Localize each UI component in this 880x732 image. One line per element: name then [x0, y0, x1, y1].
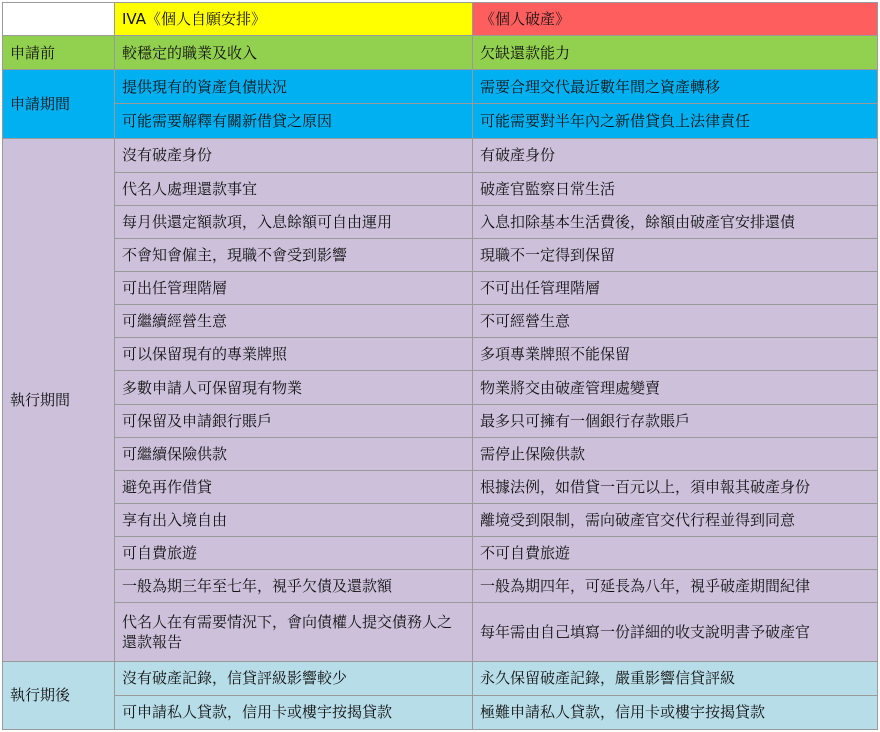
table-row — [3, 205, 878, 238]
iva-cell: 可保留及申請銀行賬戶 — [115, 404, 473, 437]
bankruptcy-cell: 破產官監察日常生活 — [473, 172, 878, 205]
table-row — [3, 404, 878, 437]
bankruptcy-cell: 欠缺還款能力 — [473, 36, 878, 70]
iva-cell: 可申請私人貸款，信用卡或樓宇按揭貸款 — [115, 695, 473, 729]
section-label-execution: 執行期間 — [3, 138, 115, 661]
table-row — [3, 238, 878, 271]
bankruptcy-cell: 多項專業牌照不能保留 — [473, 338, 878, 371]
table-row — [3, 272, 878, 305]
table-row — [3, 695, 878, 729]
bankruptcy-cell: 根據法例，如借貸一百元以上，須申報其破產身份 — [473, 470, 878, 503]
table-row — [3, 70, 878, 104]
iva-cell: 可繼續經營生意 — [115, 305, 473, 338]
header-iva: IVA《個人自願安排》 — [115, 3, 473, 36]
section-label-before: 申請前 — [3, 36, 115, 70]
table-row — [3, 537, 878, 570]
bankruptcy-cell: 物業將交由破產管理處變賣 — [473, 371, 878, 404]
iva-cell: 多數申請人可保留現有物業 — [115, 371, 473, 404]
iva-cell: 可出任管理階層 — [115, 272, 473, 305]
table-row — [3, 172, 878, 205]
table-row — [3, 36, 878, 70]
iva-cell: 代名人在有需要情況下，會向債權人提交債務人之還款報告 — [115, 603, 473, 661]
table-row — [3, 661, 878, 695]
iva-cell: 可自費旅遊 — [115, 537, 473, 570]
section-label-after: 執行期後 — [3, 661, 115, 729]
bankruptcy-cell: 現職不一定得到保留 — [473, 238, 878, 271]
bankruptcy-cell: 有破產身份 — [473, 138, 878, 172]
bankruptcy-cell: 極難申請私人貸款，信用卡或樓宇按揭貸款 — [473, 695, 878, 729]
iva-cell: 每月供還定額款項，入息餘額可自由運用 — [115, 205, 473, 238]
iva-cell: 不會知會僱主，現職不會受到影響 — [115, 238, 473, 271]
header-row — [3, 3, 878, 36]
bankruptcy-cell: 一般為期四年，可延長為八年，視乎破產期間紀律 — [473, 570, 878, 603]
table-row — [3, 603, 878, 661]
bankruptcy-cell: 不可出任管理階層 — [473, 272, 878, 305]
iva-cell: 代名人處理還款事宜 — [115, 172, 473, 205]
iva-cell: 避免再作借貸 — [115, 470, 473, 503]
table-row — [3, 437, 878, 470]
table-row — [3, 104, 878, 138]
table-row — [3, 305, 878, 338]
table-row — [3, 503, 878, 536]
iva-cell: 一般為期三年至七年，視乎欠債及還款額 — [115, 570, 473, 603]
table-row — [3, 371, 878, 404]
bankruptcy-cell: 需要合理交代最近數年間之資產轉移 — [473, 70, 878, 104]
bankruptcy-cell: 可能需要對半年內之新借貸負上法律責任 — [473, 104, 878, 138]
bankruptcy-cell: 永久保留破產記錄，嚴重影響信貸評級 — [473, 661, 878, 695]
section-label-application: 申請期間 — [3, 70, 115, 138]
table-row — [3, 570, 878, 603]
table-row — [3, 338, 878, 371]
table-row — [3, 470, 878, 503]
bankruptcy-cell: 離境受到限制，需向破產官交代行程並得到同意 — [473, 503, 878, 536]
iva-cell: 提供現有的資產負債狀況 — [115, 70, 473, 104]
table-row — [3, 138, 878, 172]
iva-vs-bankruptcy-table — [2, 2, 878, 730]
bankruptcy-cell: 入息扣除基本生活費後，餘額由破產官安排還債 — [473, 205, 878, 238]
iva-cell: 沒有破產記錄，信貸評級影響較少 — [115, 661, 473, 695]
iva-cell: 沒有破產身份 — [115, 138, 473, 172]
iva-cell: 較穩定的職業及收入 — [115, 36, 473, 70]
bankruptcy-cell: 最多只可擁有一個銀行存款賬戶 — [473, 404, 878, 437]
iva-cell: 可能需要解釋有關新借貸之原因 — [115, 104, 473, 138]
iva-cell: 可繼續保險供款 — [115, 437, 473, 470]
header-bankruptcy: 《個人破產》 — [473, 3, 878, 36]
header-blank-cell — [3, 3, 115, 36]
bankruptcy-cell: 不可經營生意 — [473, 305, 878, 338]
bankruptcy-cell: 需停止保險供款 — [473, 437, 878, 470]
bankruptcy-cell: 每年需由自己填寫一份詳細的收支說明書予破產官 — [473, 603, 878, 661]
bankruptcy-cell: 不可自費旅遊 — [473, 537, 878, 570]
iva-cell: 享有出入境自由 — [115, 503, 473, 536]
iva-cell: 可以保留現有的專業牌照 — [115, 338, 473, 371]
